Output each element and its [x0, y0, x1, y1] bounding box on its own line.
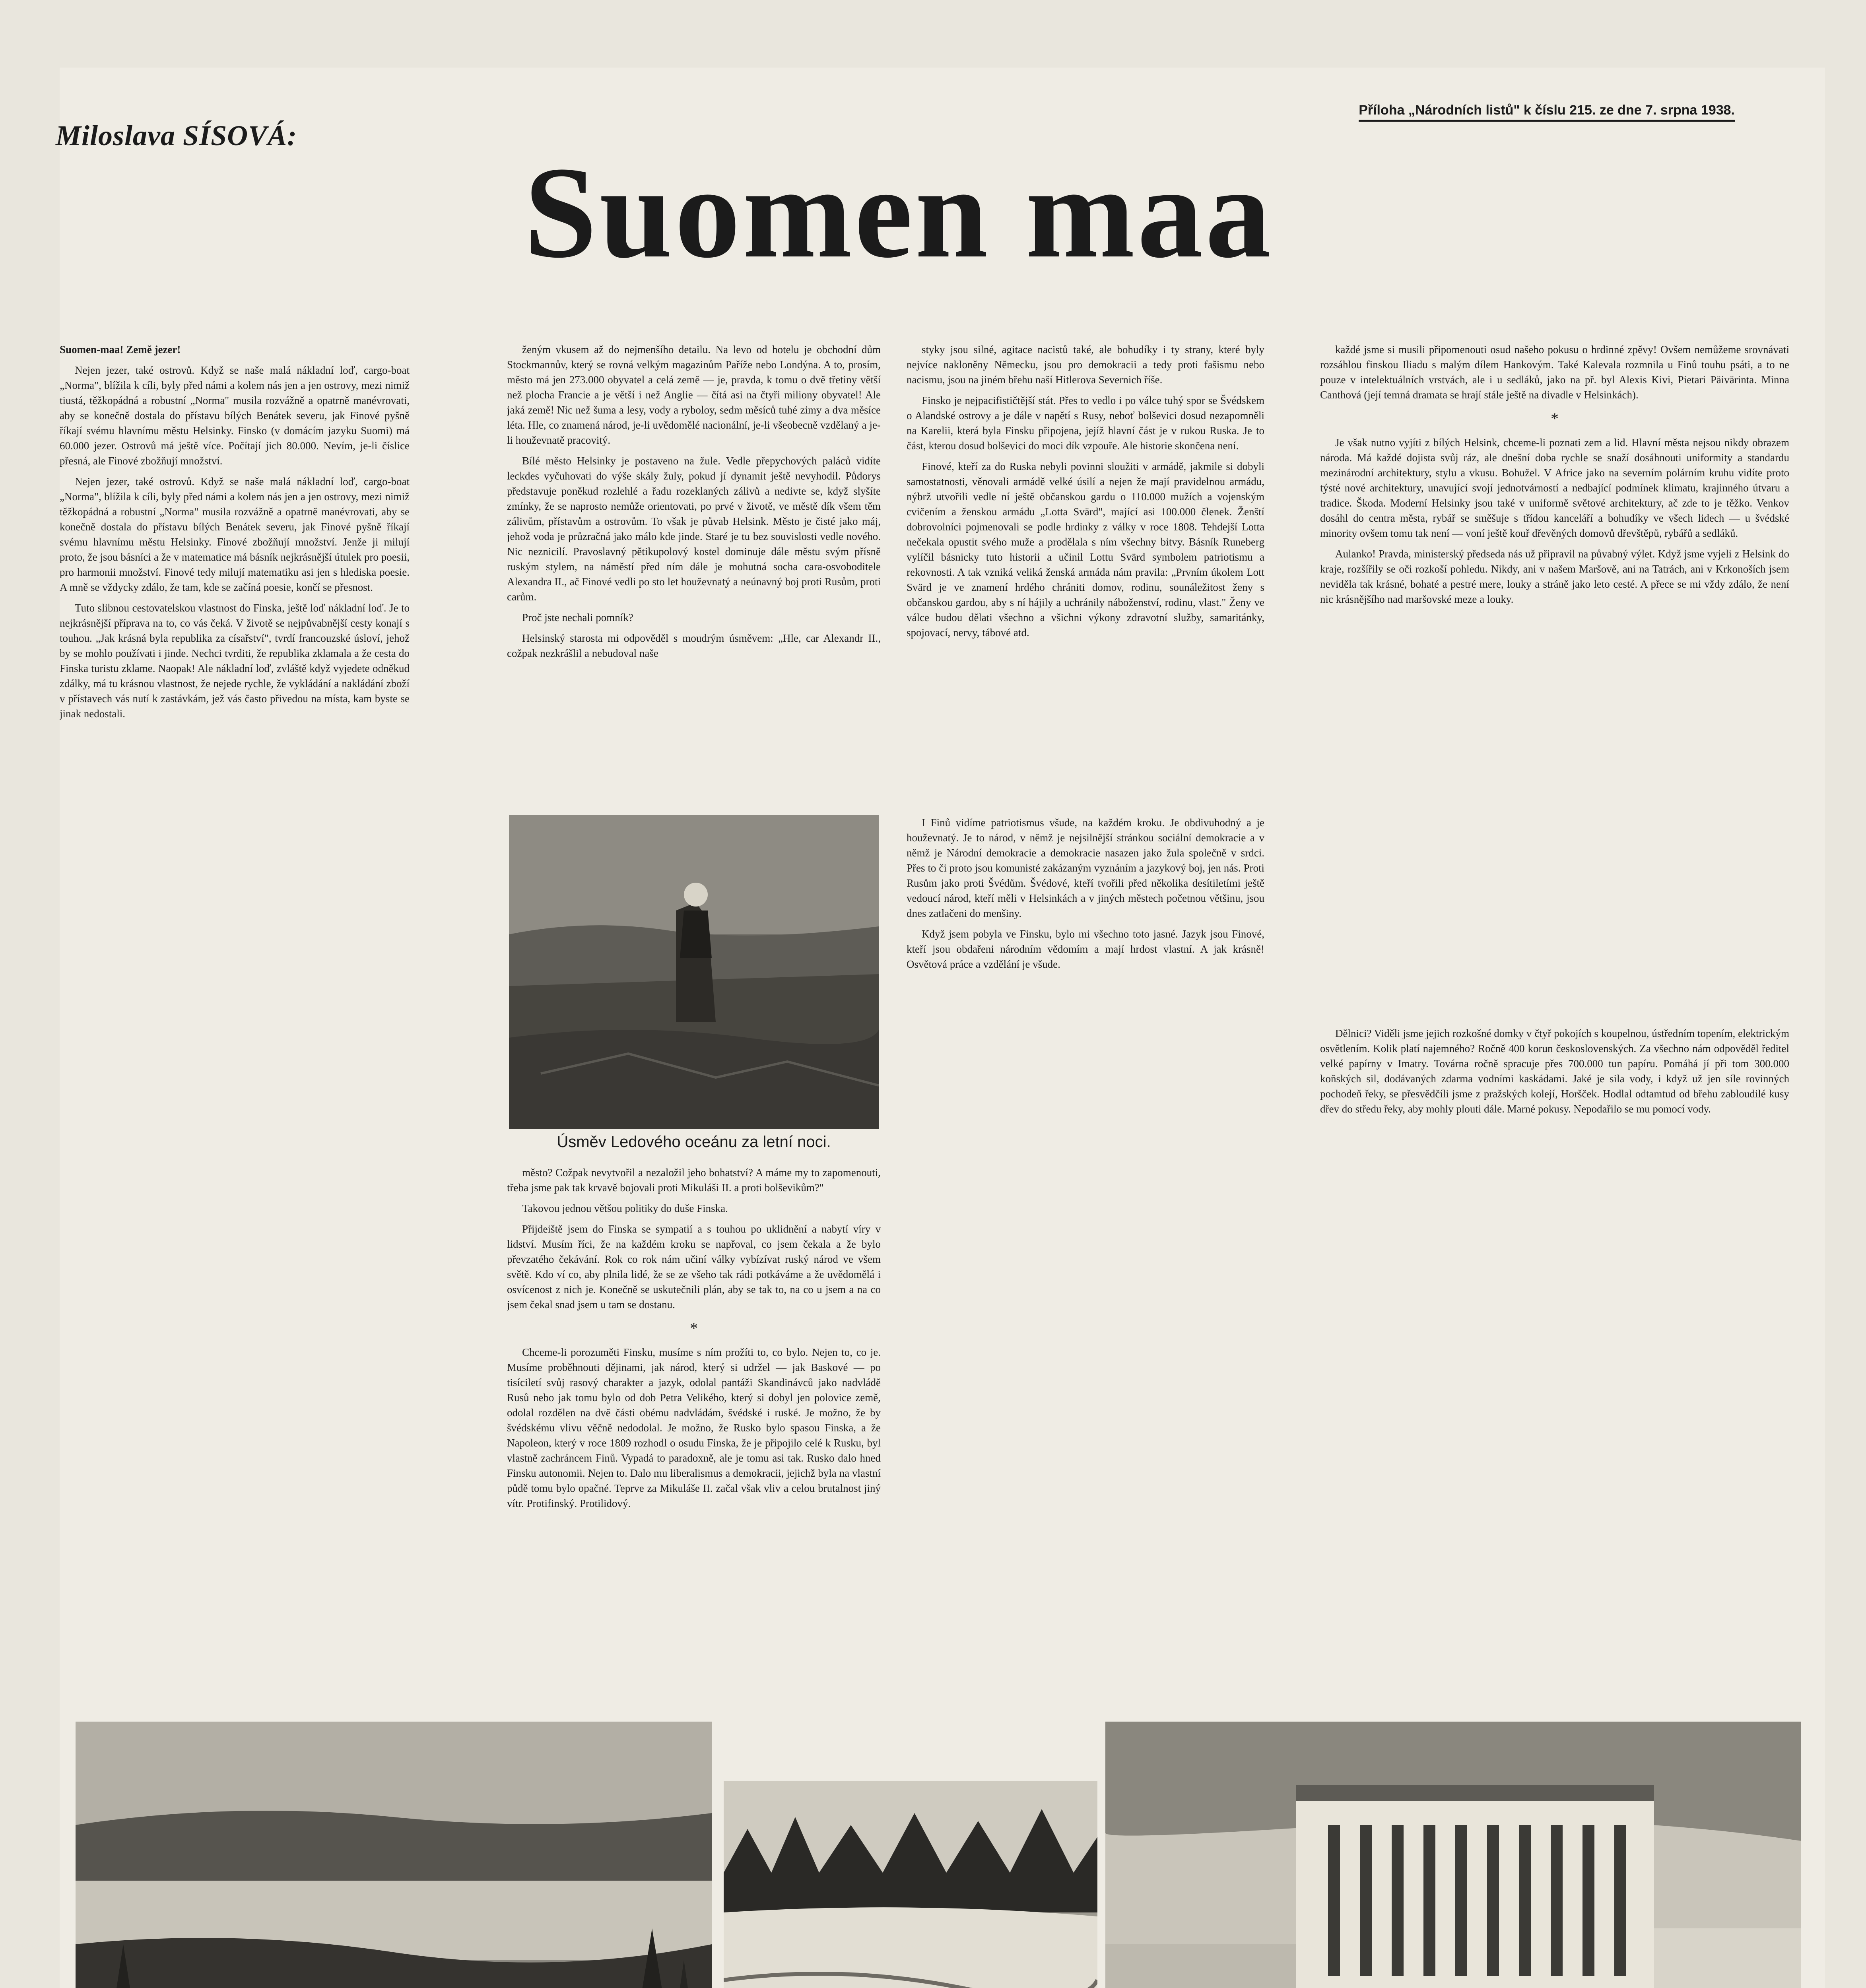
kaukola-photo [76, 1722, 712, 1988]
paragraph: Proč jste nechali pomník? [522, 612, 633, 623]
paragraph: styky jsou silné, agitace nacistů také, ale bohudíky i ty strany, které byly nejvíce nakloněny Německu, jsou pro demokracii a tedy proti fašismu nebo nacismu, jsou na jiném břehu naší Hitlerova Severnich říše. [907, 344, 1264, 386]
paragraph: Takovou jednou většou politiky do duše Finska. [522, 1202, 728, 1214]
ocean-photo [509, 815, 879, 1129]
paragraph: město? Cožpak nevytvořil a nezaložil jeho bohatství? A máme my to zapomenouti, třeba jsme pak tak krvavě bojovali proti Mikuláši II. a proti bolševikům?" [507, 1167, 881, 1194]
paragraph: Finsko je nejpacifističtější stát. Přes to vedlo i po válce tuhý spor se Švédskem o Alandské ostrovy a je dále v napětí s Rusy, neboť bolševici dosud nezapomněli na Karelii, která byla Finsku připojena, jejíž hlavní část je v rukou Ruska. Je to část, kterou dosud bolševici do moci dík vzpouře. Ale historie skončena není. [907, 394, 1264, 452]
article-title: Suomen maa [524, 140, 1274, 285]
text-column-2-lower: město? Cožpak nevytvořil a nezaložil jeho bohatství? A máme my to zapomenouti, třeba jsme pak tak krvavě bojovali proti Mikuláši II. a proti bolševikům?" Takovou jednou většou politiky do duše Finska. Přijdeiště jsem do Finska se sympatií a s touhou po uklidnění a nabytí víry v lidství. Musím říci, že na každém kroku se napřoval, co jsem čekala a že bylo převzatého čekávání. Rok co rok nám učiní války vybízívat ruský národ ve všem světě. Kdo ví co, aby plnila lidé, že se ze všeho tak rádi potkáváme a že uvědomělá i osvícenost z nich je. Konečně se uskutečnili plán, aby se tak to, na co u jsem a na co jsem čekal snad jsem u tam se dostanu. * Chceme-li porozuměti Finsku, musíme s ním prožíti to, co bylo. Nejen to, co je. Musíme proběhnouti dějinami, jak národ, který si udržel — jak Baskové — po tisíciletí svůj rasový charakter a jazyk, odolal pantáži Skandinávců jako nadvládě Rusů nebo jak tomu bylo od dob Petra Velikého, který si dobyl jen polovice země, odolal rozdělen na dvě části obému nadvládám, švédské i ruské. Je možno, že by švédskému vlivu věčně nedodolal. Je možno, že Rusko bylo spasou Finska, a že Napoleon, který v roce 1809 rozhodl o osudu Finska, že je připojilo celé k Rusku, byl vlastně zachráncem Finů. Vypadá to paradoxně, ale je tomu asi tak. Rusko dalo hned Finsku autonomii. Nejen to. Dalo mu liberalismus a demokracii, jejichž byla na vlastní půdě tomu bylo opačné. Teprve za Mikuláše II. začal však vliv a celou brutalnost jiný vítr. Protifinský. Protilidový. [507, 1165, 881, 1662]
text-column-1 [60, 342, 410, 1662]
paragraph: Když jsem pobyla ve Finsku, bylo mi všechno toto jasné. Jazyk jsou Finové, kteří jsou obdařeni národním vědomím a mají hrdost vlastní. A jak krásně! Osvětová práce a vzdělání je všude. [907, 928, 1264, 970]
paragraph: Přijdeiště jsem do Finska se sympatií a s touhou po uklidnění a nabytí víry v lidství. Musím říci, že na každém kroku se napřoval, co jsem čekala a že bylo převzatého čekávání. Rok co rok nám učiní války vybízívat ruský národ ve všem světě. Kdo ví co, aby plnila lidé, že se ze všeho tak rádi potkáváme a že uvědomělá i osvícenost z nich je. Konečně se uskutečnili plán, aby se tak to, na co u jsem a na co jsem čekal snad jsem u tam se dostanu. [507, 1223, 881, 1310]
paragraph: Chceme-li porozuměti Finsku, musíme s ním prožíti to, co bylo. Nejen to, co je. Musíme proběhnouti dějinami, jak národ, který si udržel — jak Baskové — po tisíciletí svůj rasový charakter a jazyk, odolal pantáži Skandinávců jako nadvládě Rusů nebo jak tomu bylo od dob Petra Velikého, který si dobyl jen polovice země, odolal rozdělen na dvě části obému nadvládám, švédské i ruské. Je možno, že by švédskému vlivu věčně nedodolal. Je možno, že Rusko bylo spasou Finska, a že Napoleon, který v roce 1809 rozhodl o osudu Finska, že je připojilo celé k Rusku, byl vlastně zachráncem Finů. Vypadá to paradoxně, ale je tomu asi tak. Rusko dalo hned Finsku autonomii. Nejen to. Dalo mu liberalismus a demokracii, jejichž byla na vlastní půdě tomu bylo opačné. Teprve za Mikuláše II. začal však vliv a celou brutalnost jiný vítr. Protifinský. Protilidový. [507, 1346, 881, 1509]
text-column-2 [507, 342, 881, 799]
paragraph: ženým vkusem až do nejmenšího detailu. Na levo od hotelu je obchodní dům Stockmannův, který se rovná velkým magazinům Paříže nebo Londýna. A to, prosím, město má jen 273.000 obyvatel a celá země — je, pravda, k tomu o dvě třetiny větší než plocha Francie a je větší i než Anglie — čítá asi na čtyři miliony obyvatel! Ale jaká země! Nic než šuma a lesy, vody a ryboloy, sedm měsíců tuhé zimy a dva měsíce léta. Hle, co znamená národ, je-li uvědomělé nacionální, je-li všeobecně vzdělaný a je-li houževnatě pracovitý. [507, 344, 881, 446]
supplement-note: Příloha „Národních listů" k číslu 215. ze dne 7. srpna 1938. [1359, 103, 1735, 122]
paragraph: Je však nutno vyjíti z bílých Helsink, chceme-li poznati zem a lid. Hlavní města nejsou nikdy obrazem národa. Má každé dojista svůj ráz, ale dnešní doba rychle se snaží dosáhnouti uniformity a standardu mezinárodní architektury, stylu a vkusu. Bohužel. V Africe jako na severním polárním kruhu vidíte proto týsté nové architektury, unavující svojí jednotvárností a nedbající podmínek klimatu, krajinného útvaru a tradice. Škoda. Moderní Helsinky jsou také v uniformě světové architektury, ač zde to je těžko. Venkov dosáhl do centra města, rybář se směšuje s třídou kanceláří a bohudíky ve všech lidech — u švédské minority ovšem tomu tak není — voní ještě kouř dřevěných domovů dřevštěpů, rybářů a sedláků. [1320, 437, 1789, 539]
paragraph: Aulanko! Pravda, ministerský předseda nás už připravil na půvabný výlet. Když jsme vyjeli z Helsink do kraje, rozšířily se oči rozkoší pohledu. Nikdy, ani v našem Maršově, ani na Tatrách, ani v Krkonoších jsem neviděla tak krásné, bohaté a pestré mere, louky a stráně jako leto cesté. A přece se mi vždy zdálo, že není nic krásnějšího nad maršovské meze a louky. [1320, 548, 1789, 605]
paragraph: Bílé město Helsinky je postaveno na žule. Vedle přepychových paláců vidíte leckdes vyčuhovati do výše skály žuly, pokud jí dynamit ještě nevyhodil. Půdorys představuje poněkud rozlehlé a řadu rozeklaných zálivů a nedivte se, když slyšíte zmínky, že se naprosto nemůže orientovati, po prvé v životě, ve městě dík všem těm zálivům, přístavům a ostrovům. To však je půvab Helsink. Město je čisté jako máj, jehož voda je průzračná jako málo kde jinde. Staré je tu bez souvislosti vedle nového. Nic neznicilí. Pravoslavný pětikupolový kostel dominuje dále městu svým přísně ruským stylem, na náměstí před ním dále je mohutná socha cara-osvoboditele Alexandra II., ač Finové vedli po sto let houževnatý a neúnavný boj proti Rusům, proti carům. [507, 455, 881, 603]
paragraph: Dělnici? Viděli jsme jejich rozkošné domky v čtyř pokojích s koupelnou, ústředním topením, elektrickým osvětlením. Kolik platí najemného? Ročně 400 korun československých. Za všechno nám odpověděl ředitel velké papírny v Imatry. Továrna ročně spracuje přes 700.000 tun papíru. Pomáhá jí při tom 300.000 koňských sil, dodávaných zdarma vodními kaskádami. Jaké je sila vody, i když už jen síle rovinných pochodeň řeky, se přesvědčíli jsme z pražských kolejí, Horšček. Hodlal odtamtud od břehu zabloudilé kusy dřev do středu řeky, aby mohly plouti dále. Marné pokusy. Nepodařilo se mu pomocí vody. [1320, 1027, 1789, 1115]
paragraph: Tuto slibnou cestovatelskou vlastnost do Finska, ještě loď nákladní loď. Je to nejkrásnější příprava na to, co vás čeká. V životě se nejpůvabnější cesty konají s touhou. „Jak krásná byla republika za císařství", tvrdí francouzské úsloví, jehož by se mohlo používati i jinde. Nechci tvrditi, že republika zklamala a že cesta do Finska turistu zklame. Naopak! Ale nákladní loď, zvláště když vyjedete odněkud zdálky, má tu krásnou vlastnost, že nejede rychle, že vykládání a nakládání zboží v přístavech vás nutí k zastávkám, jež vás často přivedou na místa, kam byste se jinak nedostali. [60, 602, 410, 720]
text-column-3-lower [907, 815, 1264, 1662]
text-column-3-top [907, 342, 1264, 799]
caption-ocean: Úsměv Ledového oceánu za letní noci. [557, 1133, 831, 1151]
paragraph: I Finů vidíme patriotismus všude, na každém kroku. Je obdivuhodný a je houževnatý. Je to národ, v němž je nejsilnější stránkou sociální demokracie a v němž je Národní demokracie a demokracie nasazen jako žula společně v srdci. Přes to či proto jsou komunisté zakázaným vyznáním a jazykový boj, jen nás. Proti Rusům jako proti Švédům. Švédové, kteří tvořili před několika desítiletími ještě vedoucí národ, kteří měli v Helsinkách a v jiných městech početnou většinu, jsou dnes zatlačeni do menšiny. [907, 817, 1264, 919]
paragraph: Nejen jezer, také ostrovů. Když se naše malá nákladní loď, cargo-boat „Norma", blížila k cíli, byly před námi a kolem nás jen a jen ostrovy, mezi nimiž těžkopádná a robustní „Norma" musila rozvážně a opatrně manévrovati, aby se konečně dostala do přístavu bílých Benátek severu, jak Finové pyšně říkají svému hlavnímu městu Helsinky. Finové zbožňují množství. Jenže ji milují proto, že jsou básníci a že v matematice má básník nejkrásnější útulek pro poesii, pro harmonii množství. Finové tedy milují matematiku asi jen s hlediska poesie. A mně se vždycky zdálo, že tam, kde se začíná poesie, končí se přesnost. [60, 476, 410, 593]
paragraph: Finové, kteří za do Ruska nebyli povinni sloužiti v armádě, jakmile si dobyli samostatnosti, věnovali armádě velké úsilí a nejen že mají pravidelnou armádu, nýbrž utvořili vedle ní ještě občanskou gardu o 110.000 mužích a vojenským cvičením a ženskou armádu „Lotta Svärd", mající asi 100.000 členek. Ženští dobrovolníci pojmenovali se podle hrdinky z války v roce 1808. Tehdejší Lotta nečekala opustit svého muže a prodělala s ním všechny bitvy. Básník Runeberg vylíčil básnicky tuto historii a učinil Lottu Svärd symbolem patriotismu a rekovnosti. A tak vzniká veliká ženská armáda nám pravila: „Prvním úkolem Lott Svärd je ve znamení hrdého chrániti domov, rodinu, sounáležitost ženy s občanskou gardou, aby s ní hájily a uchránily náboženství, rodinu, vlast." Ženy ve válce budou dělati všechno a všichni výkony zdravotní služby, samaritánky, spojovací, nervy, tábové atd. [907, 460, 1264, 639]
paragraph: Nejen jezer, také ostrovů. Když se naše malá nákladní loď, cargo-boat „Norma", blížila k cíli, byly před námi a kolem nás jen a jen ostrovy, mezi nimiž tiustá, těžkopádná a robustní „Norma" musila rozvážně a opatrně manévrovati, aby se konečně dostala do přístavu bílých Benátek severu, jak Finové pyšně říkají svému hlavnímu městu Helsinky. Finsko (v domácím jazyku Suomi) má 60.000 jezer. Ostrovů má ještě více. Počítají jich 80.000. Nevím, je-li číslice přesná, ale Finové zbožňují množství. [60, 364, 410, 467]
paragraph: Helsinský starosta mi odpověděl s moudrým úsměvem: „Hle, car Alexandr II., cožpak nezkrášlil a nebudoval naše [507, 632, 881, 659]
paragraph: Suomen-maa! Země jezer! [60, 344, 181, 355]
text-column-4: každé jsme si musili připomenouti osud našeho pokusu o hrdinné zpěvy! Ovšem nemůžeme srovnávati rozsáhlou finskou Iliadu s malým dílem Hankovým. Také Kalevala rozmnila u Finů touhu psáti, a to ne pouze v intelektuálních vrstvách, ale i u sedláků, jako na př. byl Alexis Kivi, Pietari Päivärinta. Minna Canthová (její temná dramata se hrají stále ještě na divadle v Helsinkách). * Je však nutno vyjíti z bílých Helsink, chceme-li poznati zem a lid. Hlavní města nejsou nikdy obrazem národa. Má každé dojista svůj ráz, ale dnešní doba rychle se snaží dosáhnouti uniformity a standardu mezinárodní architektury, stylu a vkusu. Bohužel. V Africe jako na severním polárním kruhu vidíte proto týsté nové architektury, unavující svojí jednotvárností a nedbající podmínek klimatu, krajinného útvaru a tradice. Škoda. Moderní Helsinky jsou také v uniformě světové architektury, ač zde to je těžko. Venkov dosáhl do centra města, rybář se směšuje s třídou kanceláří a bohudíky ve všech lidech — u švédské minority ovšem tomu tak není — voní ještě kouř dřevěných domovů dřevštěpů, rybářů a sedláků. Aulanko! Pravda, ministerský předseda nás už připravil na půvabný výlet. Když jsme vyjeli z Helsink do kraje, rozšířily se oči rozkoší pohledu. Nikdy, ani v našem Maršově, ani na Tatrách, ani v Krkonoších jsem neviděla tak krásné, bohaté a pestré mere, louky a stráně jako leto cesté. A přece se mi vždy zdálo, že není nic krásnějšího nad maršovské meze a louky. [1320, 342, 1789, 1018]
paragraph: každé jsme si musili připomenouti osud našeho pokusu o hrdinné zpěvy! Ovšem nemůžeme srovnávati rozsáhlou finskou Iliadu s malým dílem Hankovým. Také Kalevala rozmnila u Finů touhu psáti, a to ne pouze v intelektuálních vrstvách, ale i u sedláků, jako na př. byl Alexis Kivi, Pietari Päivärinta. Minna Canthová (její temná dramata se hrají stále ještě na divadle v Helsinkách). [1320, 344, 1789, 401]
parliament-photo [1105, 1722, 1801, 1988]
text-column-4b [1320, 1026, 1789, 1662]
author-byline: Miloslava SÍSOVÁ: [56, 120, 297, 151]
imatra-photo [724, 1781, 1097, 1988]
